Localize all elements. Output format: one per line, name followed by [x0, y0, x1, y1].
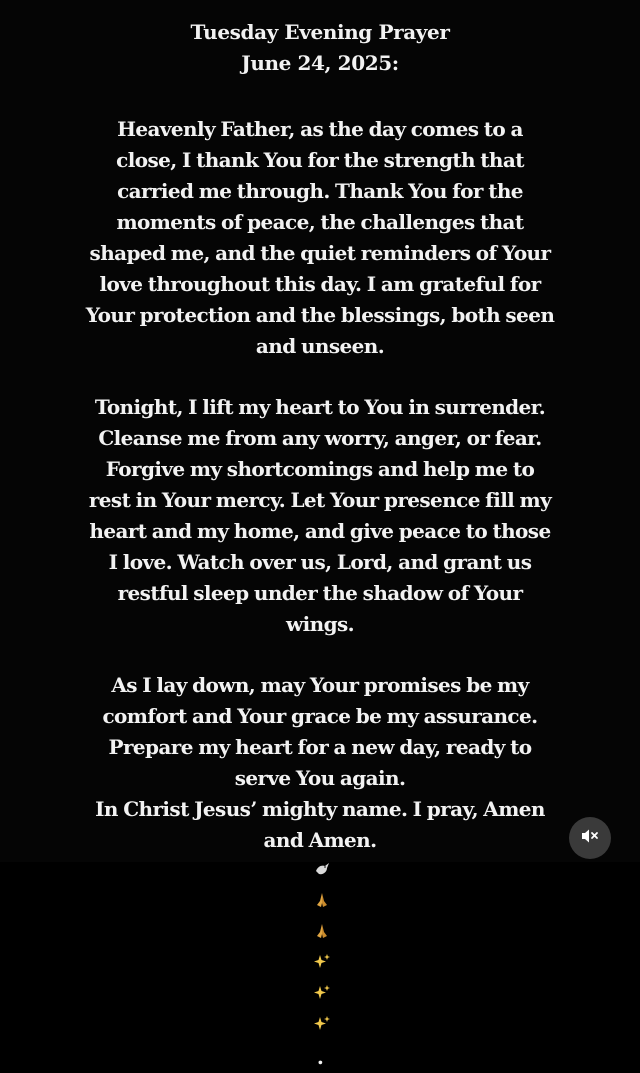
text-line: comfort and Your grace be my assurance. [102, 704, 538, 728]
text-line: love throughout this day. I am grateful for [99, 272, 541, 296]
text-line: and unseen. [255, 334, 385, 358]
text-line: rest in Your mercy. Let Your presence fill my [88, 488, 552, 512]
prayer-paragraph-1 [40, 114, 600, 362]
sparkles-icon [44, 980, 600, 1011]
text-line: restful sleep under the shadow of Your [117, 581, 523, 605]
prayer-paragraph-2 [40, 392, 600, 640]
dove-icon [44, 856, 600, 887]
text-line: wings. [286, 612, 354, 636]
text-line: Heavenly Father, as the day comes to a [117, 117, 523, 141]
text-line: Cleanse me from any worry, anger, or fear. [98, 426, 542, 450]
praying-hands-icon [44, 887, 600, 918]
mute-button[interactable] [569, 817, 611, 859]
text-line: shaped me, and the quiet reminders of Your [89, 241, 551, 265]
closing-period: . [316, 1045, 324, 1069]
text-line: As I lay down, may Your promises be my [111, 673, 529, 697]
closing-line [40, 825, 600, 1073]
text-line: heart and my home, and give peace to those [89, 519, 551, 543]
text-line: close, I thank You for the strength that [116, 148, 524, 172]
text-line: carried me through. Thank You for the [117, 179, 523, 203]
text-line: serve You again. [234, 766, 406, 790]
text-line: I love. Watch over us, Lord, and grant us [108, 550, 532, 574]
text-line: Forgive my shortcomings and help me to [105, 457, 535, 481]
prayer-paragraph-3 [40, 670, 600, 1073]
prayer-title: Tuesday Evening Prayer [190, 20, 450, 44]
text-line: Tonight, I lift my heart to You in surrender. [94, 395, 546, 419]
closing-text: and Amen. [263, 828, 377, 852]
praying-hands-icon [44, 918, 600, 949]
text-line: moments of peace, the challenges that [116, 210, 524, 234]
text-line: In Christ Jesus’ mighty name. I pray, Amen [95, 797, 545, 821]
speaker-muted-icon [580, 827, 600, 849]
text-line: Your protection and the blessings, both seen [85, 303, 555, 327]
sparkles-icon [44, 949, 600, 980]
text-line: Prepare my heart for a new day, ready to [108, 735, 532, 759]
prayer-date: June 24, 2025: [241, 51, 399, 75]
sparkles-icon [44, 1011, 600, 1042]
